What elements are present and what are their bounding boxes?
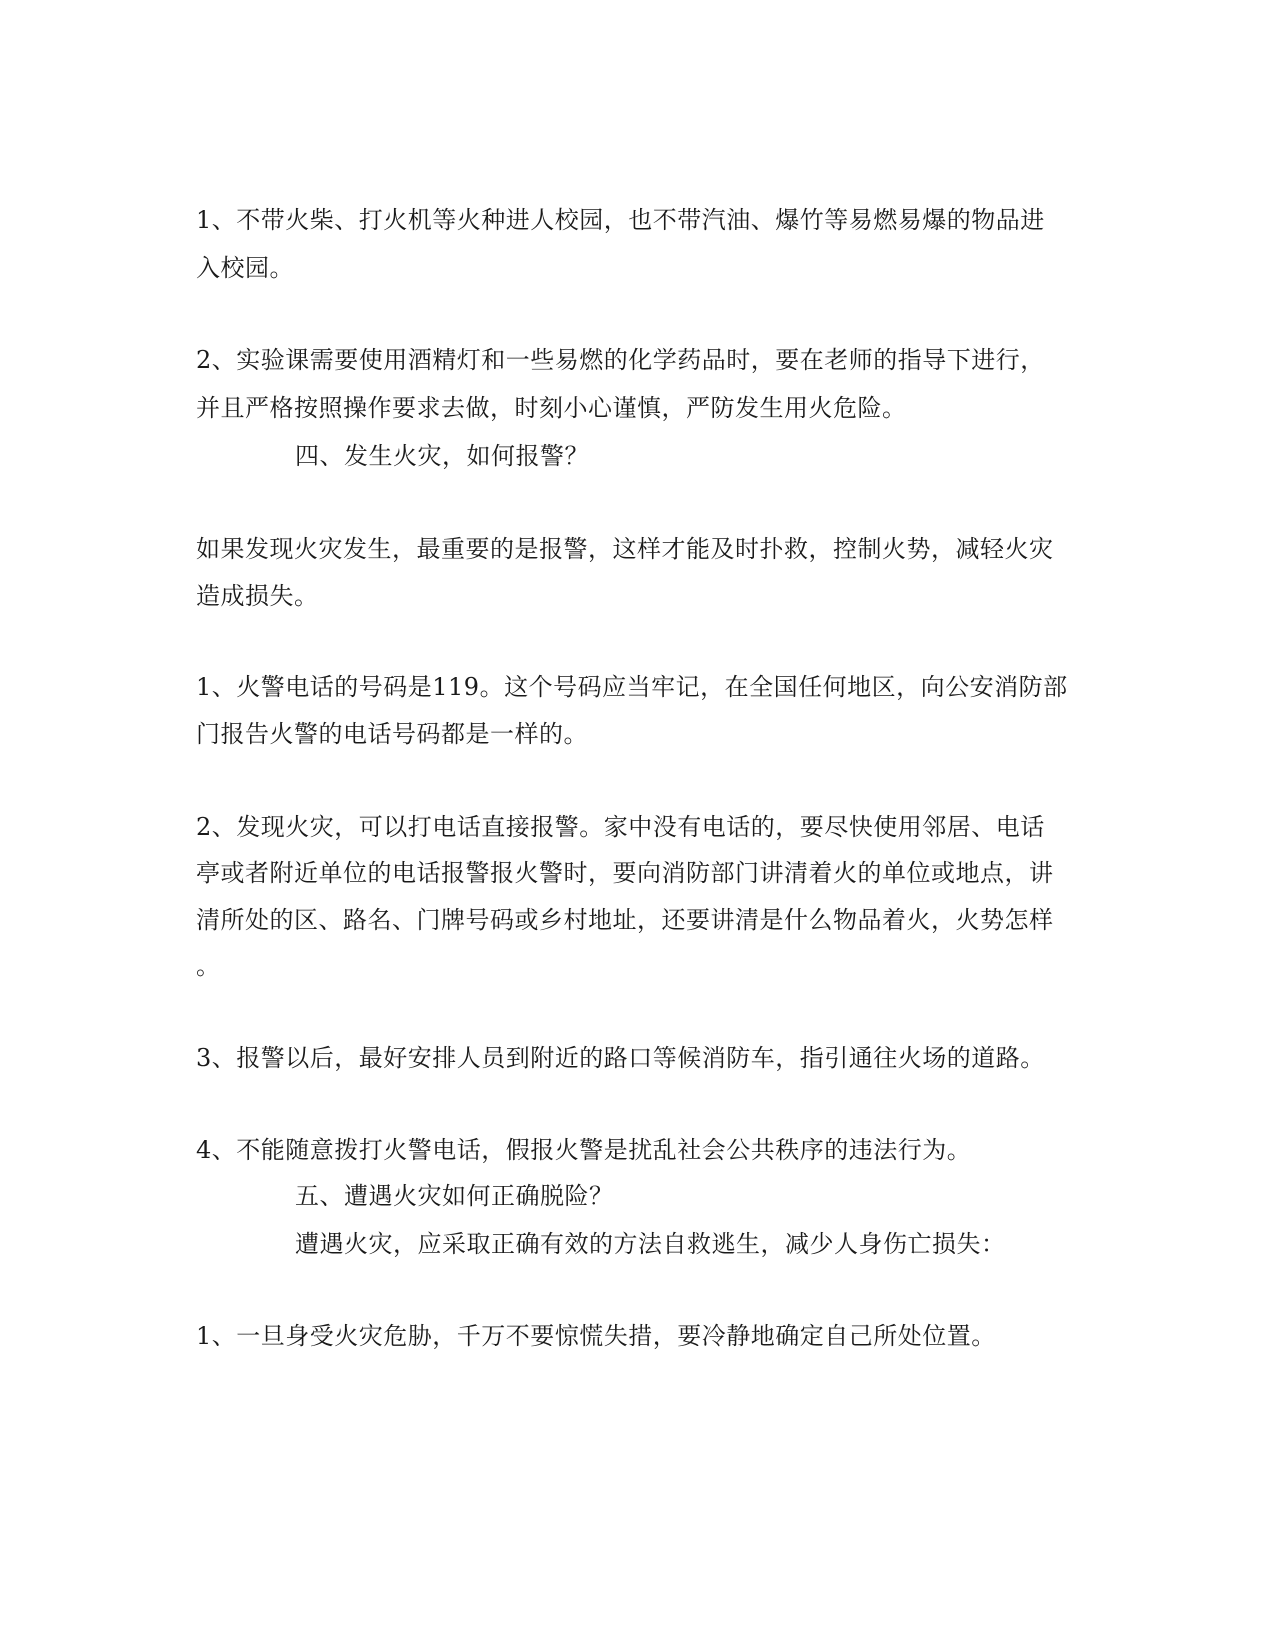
text-line-12: 清所处的区、路名、门牌号码或乡村地址，还要讲清是什么物品着火，火势怎样 bbox=[196, 906, 1054, 934]
text-line-1: 1、不带火柴、打火机等火种进人校园，也不带汽油、爆竹等易燃易爆的物品进 bbox=[196, 206, 1045, 234]
text-line-14: 3、报警以后，最好安排人员到附近的路口等候消防车，指引通往火场的道路。 bbox=[196, 1044, 1045, 1072]
text-line-4: 并且严格按照操作要求去做，时刻小心谨慎，严防发生用火危险。 bbox=[196, 394, 907, 422]
section-heading-4: 四、发生火灾，如何报警？ bbox=[295, 442, 589, 470]
text-line-11: 亭或者附近单位的电话报警报火警时，要向消防部门讲清着火的单位或地点，讲 bbox=[196, 859, 1054, 887]
text-line-7: 造成损失。 bbox=[196, 582, 319, 610]
text-line-6: 如果发现火灾发生，最重要的是报警，这样才能及时扑救，控制火势，减轻火灾 bbox=[196, 535, 1054, 563]
text-line-13: 。 bbox=[196, 952, 221, 980]
text-line-3: 2、实验课需要使用酒精灯和一些易燃的化学药品时，要在老师的指导下进行， bbox=[196, 346, 1045, 374]
section-heading-5: 五、遭遇火灾如何正确脱险？ bbox=[295, 1182, 614, 1210]
text-line-17: 遭遇火灾，应采取正确有效的方法自救逃生，减少人身伤亡损失： bbox=[295, 1230, 1006, 1258]
text-line-18: 1、一旦身受火灾危胁，千万不要惊慌失措，要冷静地确定自己所处位置。 bbox=[196, 1322, 996, 1350]
text-line-10: 2、发现火灾，可以打电话直接报警。家中没有电话的，要尽快使用邻居、电话 bbox=[196, 813, 1045, 841]
text-line-9: 门报告火警的电话号码都是一样的。 bbox=[196, 720, 588, 748]
text-line-2: 入校园。 bbox=[196, 254, 294, 282]
text-line-8: 1、火警电话的号码是119。这个号码应当牢记，在全国任何地区，向公安消防部 bbox=[196, 673, 1068, 701]
text-line-15: 4、不能随意拨打火警电话，假报火警是扰乱社会公共秩序的违法行为。 bbox=[196, 1136, 972, 1164]
